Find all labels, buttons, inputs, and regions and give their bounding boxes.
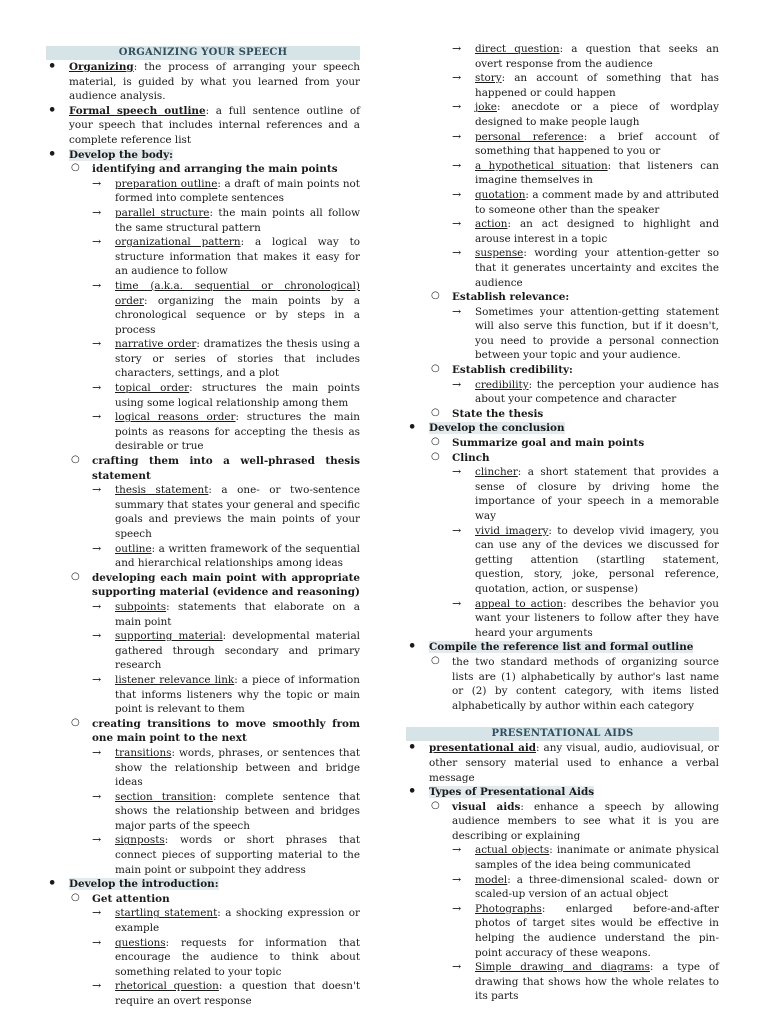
presentational-aids-list bbox=[406, 741, 719, 1004]
definition-item: → a hypothetical situation: that listeners can imagine themselves in bbox=[452, 158, 719, 187]
arrow-icon: → bbox=[92, 541, 102, 555]
definition-item: → questions: requests for information that encourage the audience to think about something related to your topic bbox=[92, 935, 360, 978]
sub-item: ○ State the thesis bbox=[431, 406, 544, 420]
arrow-icon: → bbox=[92, 935, 102, 949]
arrow-icon: → bbox=[92, 789, 102, 803]
arrow-icon: → bbox=[92, 483, 102, 497]
definition-item: → preparation outline: a draft of main points not formed into complete sentences bbox=[92, 176, 360, 205]
arrow-icon: → bbox=[452, 71, 462, 85]
circle-icon: ○ bbox=[71, 716, 80, 728]
sub-item: ○ Get attention → startling statement: a shocking expression or example → questions: requests for information that encourage the audience to think about something related to your topic → rhetorical question: a question that doesn't require an overt response bbox=[71, 891, 361, 1007]
arrow-icon: → bbox=[452, 465, 462, 479]
definition-item: → supporting material: developmental material gathered through secondary and primary research bbox=[92, 629, 360, 672]
definition-item: → clincher: a short statement that provides a sense of closure by driving home the importance of your speech in a memorable way bbox=[452, 465, 719, 522]
definition-item: → suspense: wording your attention-getter so that it generates uncertainty and excites the audience bbox=[452, 246, 719, 289]
arrow-icon: → bbox=[92, 205, 102, 219]
definition-item: → topical order: structures the main points using some logical relationship among them bbox=[92, 381, 360, 409]
circle-icon: ○ bbox=[431, 363, 440, 375]
section-title-presentational-aids: PRESENTATIONAL AIDS bbox=[406, 727, 719, 741]
arrow-icon: → bbox=[92, 337, 102, 351]
arrow-icon: → bbox=[452, 960, 462, 974]
list-item-types-aids bbox=[406, 785, 719, 1004]
circle-icon: ○ bbox=[431, 654, 440, 666]
arrow-icon: → bbox=[452, 42, 462, 55]
definition-item: → story: an account of something that has happened or could happen bbox=[452, 71, 719, 99]
list-item: • Organizing: the process of arranging your speech material, is guided by what you learned from your audience analysis. bbox=[48, 59, 360, 103]
arrow-icon: → bbox=[452, 872, 462, 886]
bullet-icon: • bbox=[48, 146, 57, 162]
circle-icon: ○ bbox=[431, 450, 440, 462]
list-item-develop-conclusion bbox=[406, 421, 719, 640]
definition-item: → action: an act designed to highlight and arouse interest in a topic bbox=[452, 217, 719, 245]
circle-icon: ○ bbox=[71, 454, 80, 466]
heading-reference-list: Compile the reference list and formal outline bbox=[429, 641, 694, 654]
sub-item: ○ developing each main point with appropriate supporting material (evidence and reasoning) → subpoints: statements that elaborate on a main point → supporting material: developmental material gathered through secondary and primary research → listener relevance link: a piece of information that informs listeners why the topic or main point is relevant to them bbox=[71, 570, 360, 716]
arrow-icon: → bbox=[92, 833, 102, 847]
right-column bbox=[406, 42, 719, 1004]
arrow-icon: → bbox=[92, 629, 102, 643]
circle-icon: ○ bbox=[431, 436, 440, 448]
arrow-icon: → bbox=[452, 129, 462, 143]
sub-item: ○ creating transitions to move smoothly from one main point to the next → transitions: words, phrases, or sentences that show the relationship between and bridge ideas → section transition: complete sentence that shows the relationship between and bridges major parts of the speech → signposts: words or short phrases that connect pieces of supporting material to the main point or subpoint they address bbox=[71, 716, 360, 876]
definition-item: → thesis statement: a one- or two-sentence summary that states your general and specific goals and previews the main points of your speech bbox=[92, 483, 360, 540]
definition-item: → model: a three-dimensional scaled- down or scaled-up version of an actual object bbox=[452, 872, 719, 901]
list-item-develop-body bbox=[46, 148, 360, 878]
definition-item: → startling statement: a shocking expression or example bbox=[92, 906, 360, 935]
circle-icon: ○ bbox=[431, 290, 440, 302]
arrow-icon: → bbox=[92, 745, 102, 759]
arrow-icon: → bbox=[452, 217, 462, 231]
arrow-icon: → bbox=[452, 246, 462, 260]
circle-icon: ○ bbox=[71, 162, 80, 174]
arrow-icon: → bbox=[452, 901, 462, 915]
arrow-icon: → bbox=[92, 410, 102, 424]
definition-item: → joke: anecdote or a piece of wordplay designed to make people laugh bbox=[452, 100, 719, 128]
heading-develop-body: Develop the body: bbox=[69, 148, 173, 161]
definition-item: → transitions: words, phrases, or sentences that show the relationship between and bridge ideas bbox=[92, 745, 360, 789]
circle-icon: ○ bbox=[71, 891, 80, 903]
arrow-icon: → bbox=[452, 158, 462, 172]
sub-item: ○ identifying and arranging the main points → preparation outline: a draft of main points not formed into complete sentences → parallel structure: the main points all follow the same structural pattern → organizational pattern: a logical way to structure information that makes it easy for an audience to follow → time (a.k.a. sequential or chronological) order: organizing the main points by a chronological sequence or by steps in a process → narrative order: dramatizes the thesis using a story or series of stories that includes characters, settings, and a plot → topical order: structures the main points using some logical relationship among them → logical reasons order: structures the main points as reasons for accepting the thesis as desirable or true bbox=[71, 162, 361, 453]
arrow-icon: → bbox=[452, 596, 462, 610]
left-column bbox=[46, 46, 360, 1009]
circle-icon: ○ bbox=[71, 570, 80, 582]
definition-item: → organizational pattern: a logical way to structure information that makes it easy for an audience to follow bbox=[92, 235, 360, 278]
bullet-icon: • bbox=[48, 59, 57, 74]
definition-item: → time (a.k.a. sequential or chronological) order: organizing the main points by a chronological sequence or by steps in a process bbox=[92, 278, 360, 336]
sub-item: ○ Establish credibility: → credibility: the perception your audience has about your competence and character bbox=[431, 363, 719, 406]
definition-item: → parallel structure: the main points all follow the same structural pattern bbox=[92, 205, 361, 234]
conclusion-list bbox=[406, 421, 719, 713]
sub-item: ○ crafting them into a well-phrased thesis statement → thesis statement: a one- or two-sentence summary that states your general and specific goals and previews the main points of your speech → outline: a written framework of the sequential and hierarchical relationships among ideas bbox=[71, 454, 360, 570]
definition-item: → section transition: complete sentence that shows the relationship between and bridges major parts of the speech bbox=[92, 789, 360, 832]
arrow-icon: → bbox=[92, 672, 102, 686]
arrow-icon: → bbox=[452, 100, 462, 114]
definition-item: → actual objects: inanimate or animate physical samples of the idea being communicated bbox=[452, 843, 719, 872]
arrow-icon: → bbox=[92, 599, 102, 613]
arrow-icon: → bbox=[92, 235, 102, 249]
bullet-icon: • bbox=[408, 420, 417, 436]
list-item: • presentational aid: any visual, audio, audiovisual, or other sensory material used to enhance a verbal message bbox=[408, 740, 720, 784]
circle-icon: ○ bbox=[431, 406, 440, 418]
definition-item: → subpoints: statements that elaborate on a main point bbox=[92, 599, 360, 628]
definition-item: → Sometimes your attention-getting statement will also serve this function, but if it doesn't, you need to provide a personal connection between your topic and your audience. bbox=[452, 304, 719, 362]
definition-item: → rhetorical question: a question that doesn't require an overt response bbox=[92, 979, 361, 1007]
bullet-icon: • bbox=[408, 784, 417, 800]
definition-item: → vivid imagery: to develop vivid imagery, you can use any of the devices we discussed for getting attention (startling statement, question, story, joke, personal reference, quotation, action, or suspense) bbox=[452, 523, 719, 595]
bullet-icon: • bbox=[48, 876, 57, 892]
bullet-icon: • bbox=[408, 740, 417, 756]
definition-item: → Simple drawing and diagrams: a type of drawing that shows how the whole relates to its parts bbox=[452, 960, 719, 1003]
arrow-icon: → bbox=[92, 278, 102, 292]
arrow-icon: → bbox=[92, 381, 102, 395]
arrow-icon: → bbox=[452, 304, 462, 318]
definition-item: → narrative order: dramatizes the thesis using a story or series of stories that includes characters, settings, and a plot bbox=[92, 337, 361, 380]
heading-develop-introduction: Develop the introduction: bbox=[69, 878, 219, 891]
sub-item: ○ Clinch → clincher: a short statement that provides a sense of closure by driving home the importance of your speech in a memorable way → vivid imagery: to develop vivid imagery, you can use any of the devices we discussed for getting attention (startling statement, question, story, joke, personal reference, quotation, action, or suspense) → appeal to action: describes the behavior you want your listeners to follow after they have heard your arguments bbox=[431, 450, 719, 639]
list-item-reference-list bbox=[406, 640, 719, 713]
definition-item: → appeal to action: describes the behavior you want your listeners to follow after they have heard your arguments bbox=[452, 596, 719, 639]
definition-item: → Photographs: enlarged before-and-after photos of target sites would be effective in helping the audience understand the pin- point accuracy of these weapons. bbox=[452, 901, 719, 959]
attention-continued-list bbox=[452, 42, 719, 290]
arrow-icon: → bbox=[452, 843, 462, 857]
sub-item: ○ Establish relevance: → Sometimes your attention-getting statement will also serve this function, but if it doesn't, you need to provide a personal connection between your topic and your audience. bbox=[431, 290, 719, 362]
list-item: • Formal speech outline: a full sentence outline of your speech that includes internal references and a complete reference list bbox=[48, 102, 361, 146]
arrow-icon: → bbox=[452, 187, 462, 201]
arrow-icon: → bbox=[452, 377, 462, 391]
bullet-icon: • bbox=[48, 102, 57, 118]
definition-item: → credibility: the perception your audience has about your competence and character bbox=[452, 377, 719, 406]
sub-item: ○ the two standard methods of organizing source lists are (1) alphabetically by author's last name or (2) by content category, with items listed alphabetically by author within each category bbox=[431, 654, 719, 712]
section-title-organizing: ORGANIZING YOUR SPEECH bbox=[46, 46, 360, 60]
heading-develop-conclusion: Develop the conclusion bbox=[429, 422, 565, 435]
circle-icon: ○ bbox=[431, 799, 440, 811]
definition-item: → outline: a written framework of the sequential and hierarchical relationships among ideas bbox=[92, 541, 360, 570]
definition-item: → direct question: a question that seeks an overt response from the audience bbox=[452, 42, 719, 70]
arrow-icon: → bbox=[452, 523, 462, 537]
bullet-icon: • bbox=[408, 639, 417, 655]
list-item-develop-introduction bbox=[46, 877, 360, 1008]
definition-item: → logical reasons order: structures the main points as reasons for accepting the thesis as desirable or true bbox=[92, 410, 360, 453]
sub-item: ○ Summarize goal and main points bbox=[431, 436, 645, 450]
definition-item: → quotation: a comment made by and attributed to someone other than the speaker bbox=[452, 187, 719, 216]
definition-item: → listener relevance link: a piece of information that informs listeners why the topic or main point is relevant to them bbox=[92, 672, 360, 716]
definition-item: → personal reference: a brief account of something that happened to you or bbox=[452, 129, 719, 158]
heading-types-aids: Types of Presentational Aids bbox=[429, 786, 595, 799]
arrow-icon: → bbox=[92, 906, 102, 920]
definition-item: → signposts: words or short phrases that connect pieces of supporting material to the main point or subpoint they address bbox=[92, 833, 360, 876]
sub-item: ○ visual aids: enhance a speech by allowing audience members to see what it is you are describing or explaining → actual objects: inanimate or animate physical samples of the idea being communicated → model: a three-dimensional scaled- down or scaled-up version of an actual object → Photographs: enlarged before-and-after photos of target sites would be effective in helping the audience understand the pin- point accuracy of these weapons. → Simple drawing and diagrams: a type of drawing that shows how the whole relates to its parts bbox=[431, 799, 719, 1003]
arrow-icon: → bbox=[92, 176, 102, 190]
arrow-icon: → bbox=[92, 979, 102, 993]
organizing-list bbox=[46, 60, 360, 1009]
intro-continued-list bbox=[429, 290, 719, 421]
